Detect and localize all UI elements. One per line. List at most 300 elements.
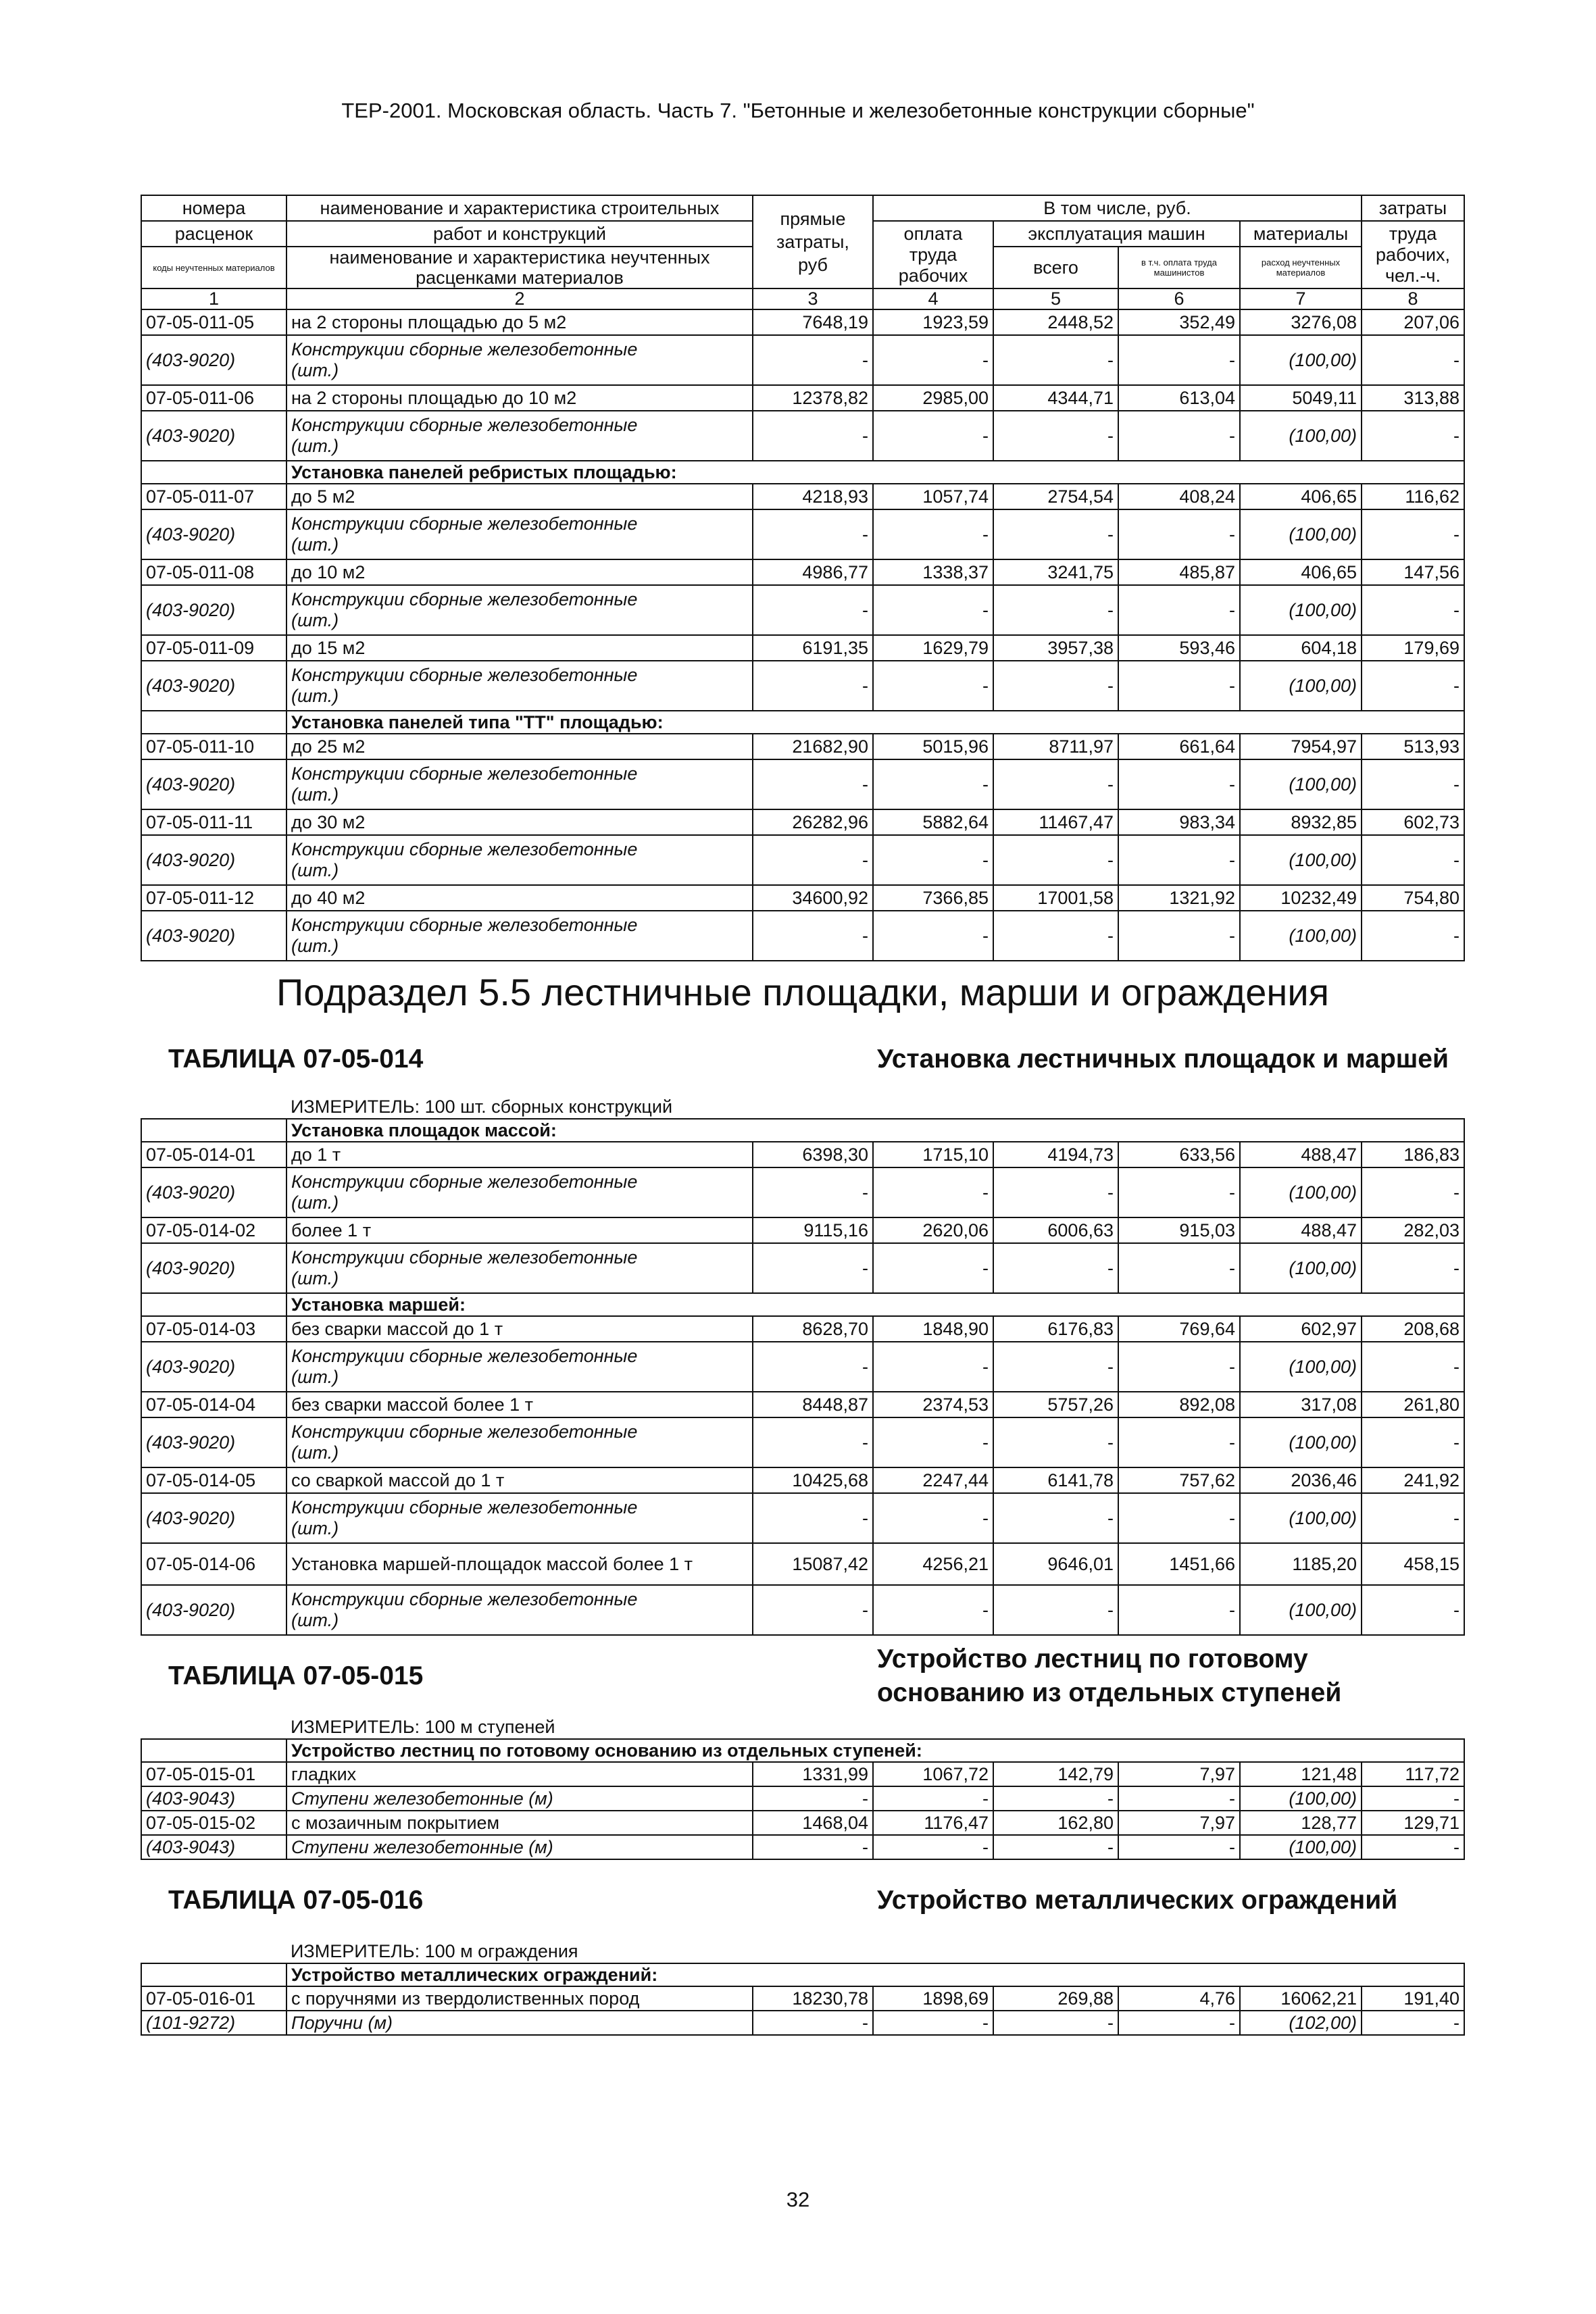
rate-code: 07-05-014-03 [141,1316,286,1342]
col-code-header: номера [141,195,286,221]
rate-value: 8628,70 [753,1316,873,1342]
material-qty: (100,00) [1240,1243,1362,1293]
dash-cell: - [1118,835,1240,885]
rate-name: до 25 м2 [286,734,753,759]
material-unit: (шт.) [291,360,339,380]
rate-name: на 2 стороны площадью до 5 м2 [286,309,753,335]
rate-value: 661,64 [1118,734,1240,759]
rate-value: 18230,78 [753,1986,873,2011]
dash-cell: - [1362,911,1464,961]
rate-value: 6176,83 [993,1316,1118,1342]
dash-cell: - [1362,509,1464,559]
rate-value: 2247,44 [873,1467,993,1493]
col-machines-header: эксплуатация машин [993,221,1240,247]
section-heading: Установка панелей типа "ТТ" площадью: [286,711,1464,734]
dash-cell: - [1118,1342,1240,1392]
dash-cell: - [1118,1835,1240,1859]
dash-cell: - [753,1342,873,1392]
empty-cell [141,1096,286,1119]
material-code: (403-9020) [141,509,286,559]
material-code: (403-9020) [141,835,286,885]
col-name-header: наименование и характеристика строительных [286,195,753,221]
dash-cell: - [1362,1835,1464,1859]
rate-value: 26282,96 [753,809,873,835]
rate-value: 1338,37 [873,559,993,585]
col-code-subheader: коды неучтенных материалов [141,247,286,288]
material-unit: (шт.) [291,534,339,555]
rate-value: 6006,63 [993,1217,1118,1243]
material-name [286,661,753,711]
material-qty: (100,00) [1240,1417,1362,1467]
rate-value: 769,64 [1118,1316,1240,1342]
rate-code: 07-05-011-09 [141,635,286,661]
table-measure: ИЗМЕРИТЕЛЬ: 100 м ограждения [291,1941,578,1961]
dash-cell: - [873,1167,993,1217]
dash-cell: - [873,911,993,961]
dash-cell: - [993,759,1118,809]
empty-cell [141,1716,286,1739]
col-num: 4 [873,288,993,309]
dash-cell: - [873,335,993,385]
dash-cell: - [993,411,1118,461]
rate-code: 07-05-011-05 [141,309,286,335]
dash-cell: - [993,1835,1118,1859]
rate-code: 07-05-014-05 [141,1467,286,1493]
rate-value: 1715,10 [873,1142,993,1167]
col-name-subheader: наименование и характеристика неучтенных расценками материалов [286,247,753,288]
rate-value: 1848,90 [873,1316,993,1342]
rate-code: 07-05-011-11 [141,809,286,835]
rate-row [141,309,1464,335]
material-unit: (шт.) [291,686,339,706]
rate-code: 07-05-015-01 [141,1762,286,1786]
dash-cell: - [753,911,873,961]
col-num: 1 [141,288,286,309]
rates-table [141,195,1465,2036]
rate-name: без сварки массой более 1 т [286,1392,753,1417]
material-name: Ступени железобетонные (м) [286,1835,753,1859]
material-name: Ступени железобетонные (м) [286,1786,753,1811]
material-name [286,411,753,461]
material-name [286,1585,753,1635]
rate-value: 5882,64 [873,809,993,835]
rate-value: 8448,87 [753,1392,873,1417]
rate-value: 8932,85 [1240,809,1362,835]
dash-cell: - [993,1243,1118,1293]
rate-code: 07-05-014-02 [141,1217,286,1243]
rate-row [141,885,1464,911]
rate-value: 602,97 [1240,1316,1362,1342]
rate-code: 07-05-014-01 [141,1142,286,1167]
rate-value: 6141,78 [993,1467,1118,1493]
rate-value: 129,71 [1362,1811,1464,1835]
rate-value: 406,65 [1240,559,1362,585]
rate-code: 07-05-011-08 [141,559,286,585]
rate-value: 3241,75 [993,559,1118,585]
rate-name: без сварки массой до 1 т [286,1316,753,1342]
rate-value: 10425,68 [753,1467,873,1493]
section-heading: Устройство лестниц по готовому основанию из отдельных ступеней: [286,1739,1464,1762]
table-code: ТАБЛИЦА 07-05-014 [168,1045,424,1074]
rate-value: 604,18 [1240,635,1362,661]
material-row [141,1786,1464,1811]
dash-cell: - [1118,1493,1240,1543]
dash-cell: - [753,1786,873,1811]
rate-value: 2985,00 [873,385,993,411]
rate-value: 10232,49 [1240,885,1362,911]
material-unit: (шт.) [291,936,339,956]
rate-name: до 30 м2 [286,809,753,835]
dash-cell: - [873,1243,993,1293]
material-row [141,1243,1464,1293]
dash-cell: - [753,1167,873,1217]
material-name [286,1243,753,1293]
rate-row [141,1217,1464,1243]
table-heading-row [141,1023,1464,1096]
dash-cell: - [1362,661,1464,711]
material-row [141,1585,1464,1635]
dash-cell: - [873,1417,993,1467]
rate-value: 17001,58 [993,885,1118,911]
rate-value: 4,76 [1118,1986,1240,2011]
rate-value: 4194,73 [993,1142,1118,1167]
rate-value: 593,46 [1118,635,1240,661]
empty-cell [141,1119,286,1142]
col-num: 5 [993,288,1118,309]
empty-cell [141,1940,286,1963]
rate-name: на 2 стороны площадью до 10 м2 [286,385,753,411]
material-row [141,1493,1464,1543]
material-qty: (100,00) [1240,661,1362,711]
dash-cell: - [753,1835,873,1859]
rate-value: 513,93 [1362,734,1464,759]
material-row [141,759,1464,809]
material-name [286,509,753,559]
material-code: (403-9020) [141,335,286,385]
material-name [286,1493,753,1543]
section-heading: Установка маршей: [286,1293,1464,1316]
material-code: (403-9020) [141,1417,286,1467]
dash-cell: - [753,835,873,885]
material-name-text: Конструкции сборные железобетонные [291,839,638,859]
material-qty: (100,00) [1240,911,1362,961]
rate-value: 1451,66 [1118,1543,1240,1585]
dash-cell: - [993,509,1118,559]
rate-value: 602,73 [1362,809,1464,835]
dash-cell: - [993,2011,1118,2035]
rate-value: 2754,54 [993,484,1118,509]
material-name-text: Конструкции сборные железобетонные [291,339,638,359]
rate-value: 1629,79 [873,635,993,661]
col-num: 7 [1240,288,1362,309]
col-direct-costs-header: прямые затраты, руб [753,195,873,288]
col-wages-header: оплата труда рабочих [873,221,993,288]
material-qty: (100,00) [1240,411,1362,461]
rate-value: 1923,59 [873,309,993,335]
rate-value: 408,24 [1118,484,1240,509]
dash-cell: - [873,509,993,559]
material-name [286,911,753,961]
material-code: (403-9020) [141,585,286,635]
measure-row [141,1096,1464,1119]
rate-row [141,635,1464,661]
rate-row [141,1543,1464,1585]
rate-value: 6191,35 [753,635,873,661]
dash-cell: - [1362,1585,1464,1635]
subdivision-title: Подраздел 5.5 лестничные площадки, марши и ограждения [276,970,1329,1013]
rate-value: 1321,92 [1118,885,1240,911]
rate-name: до 5 м2 [286,484,753,509]
dash-cell: - [1362,335,1464,385]
dash-cell: - [1118,335,1240,385]
material-code: (403-9043) [141,1835,286,1859]
material-code: (403-9020) [141,759,286,809]
rate-value: 4986,77 [753,559,873,585]
dash-cell: - [1362,585,1464,635]
rate-value: 7,97 [1118,1811,1240,1835]
empty-cell [141,711,286,734]
rate-value: 458,15 [1362,1543,1464,1585]
col-code-header-2: расценок [141,221,286,247]
col-num: 8 [1362,288,1464,309]
col-group-header: В том числе, руб. [873,195,1362,221]
rate-value: 121,48 [1240,1762,1362,1786]
material-unit: (шт.) [291,436,339,456]
material-name-text: Конструкции сборные железобетонные [291,665,638,685]
material-code: (403-9020) [141,661,286,711]
rate-name: с поручнями из твердолиственных пород [286,1986,753,2011]
material-qty: (100,00) [1240,1786,1362,1811]
col-num: 3 [753,288,873,309]
material-unit: (шт.) [291,1518,339,1538]
material-qty: (100,00) [1240,1167,1362,1217]
dash-cell: - [993,1342,1118,1392]
rate-value: 5757,26 [993,1392,1118,1417]
rate-value: 5049,11 [1240,385,1362,411]
rate-value: 485,87 [1118,559,1240,585]
dash-cell: - [873,585,993,635]
material-code: (403-9020) [141,1342,286,1392]
dash-cell: - [753,1417,873,1467]
dash-cell: - [753,1493,873,1543]
empty-cell [141,1293,286,1316]
rate-row [141,559,1464,585]
rate-value: 269,88 [993,1986,1118,2011]
column-numbers-row [141,288,1464,309]
material-row [141,2011,1464,2035]
material-name-text: Конструкции сборные железобетонные [291,1346,638,1366]
empty-cell [141,1963,286,1986]
dash-cell: - [873,1786,993,1811]
rate-value: 2620,06 [873,1217,993,1243]
rate-value: 406,65 [1240,484,1362,509]
material-code: (403-9020) [141,1243,286,1293]
dash-cell: - [1362,1786,1464,1811]
rate-value: 179,69 [1362,635,1464,661]
rate-value: 352,49 [1118,309,1240,335]
dash-cell: - [1362,835,1464,885]
col-num: 6 [1118,288,1240,309]
section-row [141,1293,1464,1316]
material-name: Поручни (м) [286,2011,753,2035]
material-name [286,835,753,885]
table-title: Установка лестничных площадок и маршей [877,1045,1449,1074]
rate-row [141,1392,1464,1417]
dash-cell: - [753,411,873,461]
material-qty: (100,00) [1240,1585,1362,1635]
rate-value: 282,03 [1362,1217,1464,1243]
section-heading: Установка панелей ребристых площадью: [286,461,1464,484]
rate-row [141,385,1464,411]
material-row [141,1835,1464,1859]
rate-value: 613,04 [1118,385,1240,411]
rate-row [141,1316,1464,1342]
material-row [141,911,1464,961]
rate-value: 1468,04 [753,1811,873,1835]
dash-cell: - [1118,1585,1240,1635]
dash-cell: - [753,509,873,559]
rate-value: 1067,72 [873,1762,993,1786]
dash-cell: - [873,411,993,461]
dash-cell: - [993,1417,1118,1467]
dash-cell: - [1118,661,1240,711]
rate-value: 633,56 [1118,1142,1240,1167]
material-qty: (100,00) [1240,1342,1362,1392]
material-name-text: Конструкции сборные железобетонные [291,915,638,935]
rate-value: 1898,69 [873,1986,993,2011]
rate-value: 488,47 [1240,1142,1362,1167]
material-code: (403-9020) [141,1167,286,1217]
material-name-text: Конструкции сборные железобетонные [291,415,638,435]
rate-value: 21682,90 [753,734,873,759]
dash-cell: - [1118,411,1240,461]
material-qty: (102,00) [1240,2011,1362,2035]
table-measure: ИЗМЕРИТЕЛЬ: 100 м ступеней [291,1717,555,1737]
table-heading-row [141,1859,1464,1940]
table-heading-row [141,1635,1464,1716]
rate-row [141,484,1464,509]
dash-cell: - [1118,1786,1240,1811]
material-row [141,835,1464,885]
rate-code: 07-05-016-01 [141,1986,286,2011]
rate-value: 7366,85 [873,885,993,911]
rate-value: 1331,99 [753,1762,873,1786]
dash-cell: - [753,585,873,635]
dash-cell: - [873,661,993,711]
material-row [141,585,1464,635]
dash-cell: - [1118,911,1240,961]
document-header: ТЕР-2001. Московская область. Часть 7. "Бетонные и железобетонные конструкции сборные" [341,99,1255,122]
dash-cell: - [1118,2011,1240,2035]
material-name [286,1417,753,1467]
material-unit: (шт.) [291,1610,339,1630]
material-code: (403-9020) [141,911,286,961]
dash-cell: - [873,1342,993,1392]
dash-cell: - [873,835,993,885]
material-row [141,661,1464,711]
rate-row [141,809,1464,835]
dash-cell: - [1118,1417,1240,1467]
dash-cell: - [753,335,873,385]
material-qty: (100,00) [1240,585,1362,635]
material-row [141,1167,1464,1217]
dash-cell: - [993,661,1118,711]
dash-cell: - [1118,509,1240,559]
dash-cell: - [753,661,873,711]
rate-row [141,1142,1464,1167]
dash-cell: - [1362,1493,1464,1543]
material-unit: (шт.) [291,1442,339,1463]
material-name-text: Конструкции сборные железобетонные [291,1589,638,1609]
material-qty: (100,00) [1240,1835,1362,1859]
material-name-text: Конструкции сборные железобетонные [291,1172,638,1192]
rate-value: 16062,21 [1240,1986,1362,2011]
section-heading: Устройство металлических ограждений: [286,1963,1464,1986]
col-materials-header: материалы [1240,221,1362,247]
col-materials-sub-header: расход неучтенных материалов [1240,247,1362,288]
rate-value: 7648,19 [753,309,873,335]
rate-value: 915,03 [1118,1217,1240,1243]
material-code: (403-9043) [141,1786,286,1811]
rate-value: 12378,82 [753,385,873,411]
material-qty: (100,00) [1240,759,1362,809]
rate-value: 191,40 [1362,1986,1464,2011]
table-code: ТАБЛИЦА 07-05-015 [168,1661,424,1690]
dash-cell: - [753,2011,873,2035]
material-qty: (100,00) [1240,1493,1362,1543]
rate-name: гладких [286,1762,753,1786]
material-unit: (шт.) [291,1367,339,1387]
section-heading: Установка площадок массой: [286,1119,1464,1142]
rate-code: 07-05-014-06 [141,1543,286,1585]
page-number: 32 [786,2188,810,2211]
dash-cell: - [873,1585,993,1635]
rate-value: 4218,93 [753,484,873,509]
rate-value: 3276,08 [1240,309,1362,335]
dash-cell: - [1118,585,1240,635]
material-row [141,1342,1464,1392]
material-unit: (шт.) [291,1268,339,1288]
material-row [141,1417,1464,1467]
rate-code: 07-05-014-04 [141,1392,286,1417]
rate-value: 7954,97 [1240,734,1362,759]
rate-value: 162,80 [993,1811,1118,1835]
rate-value: 2374,53 [873,1392,993,1417]
dash-cell: - [873,759,993,809]
material-row [141,509,1464,559]
dash-cell: - [1118,1243,1240,1293]
rate-value: 186,83 [1362,1142,1464,1167]
material-name [286,335,753,385]
material-name [286,585,753,635]
rate-row [141,1986,1464,2011]
table-title: Устройство лестниц по готовому основанию из отдельных ступеней [877,1644,1342,1707]
dash-cell: - [753,759,873,809]
material-unit: (шт.) [291,610,339,630]
col-name-header-2: работ и конструкций [286,221,753,247]
dash-cell: - [1362,759,1464,809]
rate-value: 9646,01 [993,1543,1118,1585]
dash-cell: - [993,585,1118,635]
rate-row [141,1467,1464,1493]
measure-row [141,1940,1464,1963]
material-code: (101-9272) [141,2011,286,2035]
rate-name: до 15 м2 [286,635,753,661]
rate-value: 8711,97 [993,734,1118,759]
material-row [141,335,1464,385]
dash-cell: - [753,1243,873,1293]
table-title: Устройство металлических ограждений [877,1885,1398,1915]
